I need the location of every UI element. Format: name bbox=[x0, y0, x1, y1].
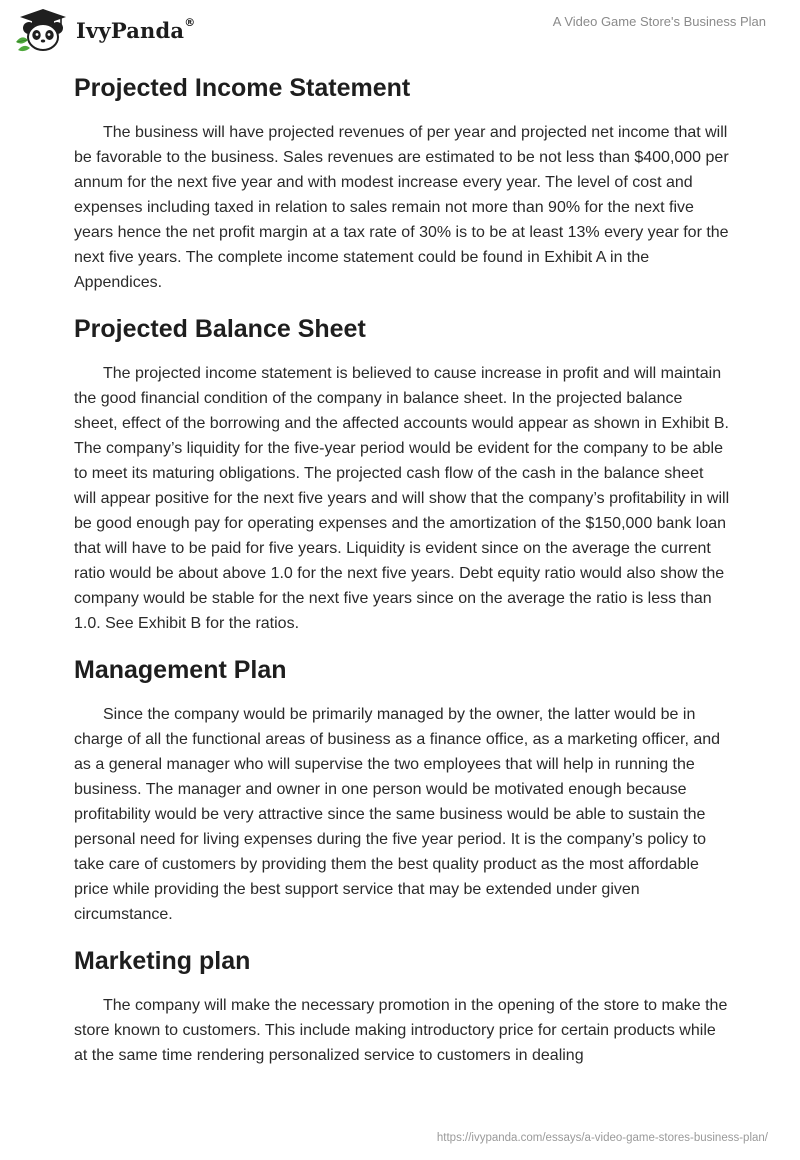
document-title: A Video Game Store's Business Plan bbox=[552, 14, 766, 29]
section-heading: Marketing plan bbox=[74, 947, 251, 975]
section-paragraph: The business will have projected revenues of per year and projected net income that will be favorable to the business. Sales revenues are estimated to be not less than $400,000 per annum for the next five year and with modest increase every year. The level of cost and expenses including taxed in relation to sales remain not more than 90% for the next five years hence the net profit margin at a tax rate of 30% is to be at least 13% every year for the next five years. The complete income statement could be found in Exhibit A in the Appendices. bbox=[74, 124, 729, 291]
section-heading: Projected Balance Sheet bbox=[74, 315, 366, 343]
section-heading: Projected Income Statement bbox=[74, 74, 411, 102]
ivypanda-logo[interactable] bbox=[14, 8, 195, 52]
panda-graduate-icon bbox=[14, 8, 72, 52]
section-heading: Management Plan bbox=[74, 656, 287, 684]
section-paragraph: The projected income statement is believed to cause increase in profit and will maintain the good financial condition of the company in balance sheet. In the projected balance sheet, effect of the borrowing and the affected accounts would appear as shown in Exhibit B. The company’s liquidity for the five-year period would be evident for the company to be able to meet its maturing obligations. The projected cash flow of the cash in the balance sheet will appear positive for the next five years and will show that the company’s profitability in will be good enough pay for operating expenses and the amortization of the $150,000 bank loan that will have to be paid for five years. Liquidity is evident since on the average the current ratio would be about above 1.0 for the next five years. Debt equity ratio would also show the company would be stable for the next five years since on the average the ratio is less than 1.0. See Exhibit B for the ratios. bbox=[74, 365, 730, 632]
section-paragraph: The company will make the necessary promotion in the opening of the store to make the store known to customers. This include making introductory price for certain products while at the same time rendering personalized service to customers in dealing bbox=[74, 997, 728, 1064]
brand-name: IvyPanda® bbox=[76, 15, 196, 43]
page-header bbox=[0, 0, 800, 60]
source-url[interactable]: https://ivypanda.com/essays/a-video-game-stores-business-plan/ bbox=[436, 1132, 768, 1144]
article-content bbox=[74, 70, 730, 1084]
section-paragraph: Since the company would be primarily managed by the owner, the latter would be in charge of all the functional areas of business as a finance office, as a marketing officer, and as a general manager who will supervise the two employees that will help in running the business. The manager and owner in one person would be motivated enough because profitability would be very attractive since the same business would be able to sustain the personal need for living expenses during the five year period. It is the company’s policy to take care of customers by providing them the best quality product as the most affordable price while providing the best support service that may be extended under given circumstance. bbox=[74, 706, 721, 923]
